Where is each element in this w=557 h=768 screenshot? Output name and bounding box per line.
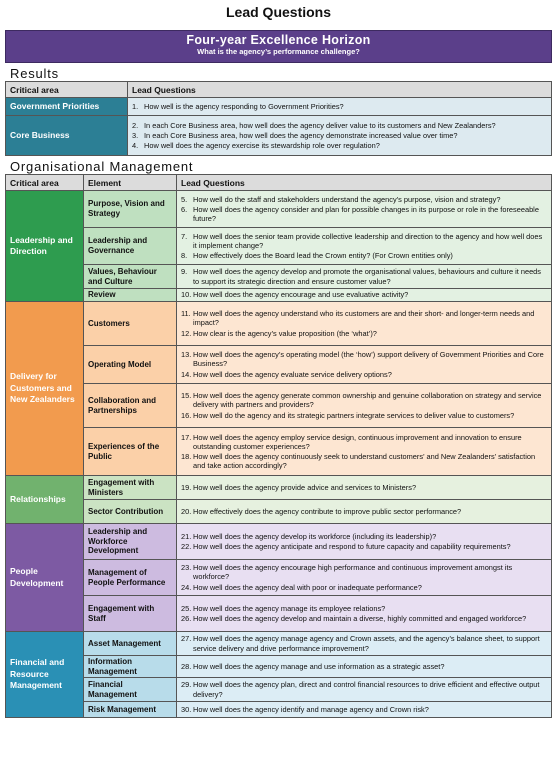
critical-area-cell: Core Business (6, 116, 128, 156)
question-number: 14. (181, 369, 192, 379)
lead-question (181, 705, 547, 714)
element-cell: Collaboration and Partnerships (84, 384, 177, 428)
question-text: How well does the agency identify and manage agency and Crown risk? (193, 704, 429, 714)
results-row (6, 116, 552, 156)
critical-area-cell: Relationships (6, 476, 84, 524)
question-number: 8. (181, 251, 188, 261)
om-col-critical: Critical area (6, 175, 84, 191)
lead-question (181, 205, 547, 223)
question-number: 2. (132, 120, 139, 130)
lead-question (181, 563, 547, 581)
om-row (6, 346, 552, 384)
question-text: How effectively does the Board lead the Crown entity? (For Crown entities only) (193, 251, 453, 261)
questions-cell (177, 678, 552, 702)
element-cell: Experiences of the Public (84, 428, 177, 476)
questions-cell (177, 265, 552, 289)
element-cell: Asset Management (84, 632, 177, 656)
results-table (5, 81, 552, 156)
question-text: How well does the agency develop and maintain a diverse, highly committed and engaged workforce? (193, 614, 527, 623)
element-cell: Leadership and Governance (84, 228, 177, 265)
question-number: 20. (181, 506, 192, 516)
question-text: How well does the agency generate common ownership and genuine collaboration on strategy and service delivery with partners and providers? (193, 391, 542, 410)
om-row (6, 476, 552, 500)
om-col-element: Element (84, 175, 177, 191)
question-number: 16. (181, 410, 192, 420)
question-number: 23. (181, 563, 192, 573)
question-text: How well does the agency consider and plan for possible changes in its purpose or role in the foreseeable future? (193, 204, 539, 224)
om-row (6, 228, 552, 265)
lead-question (181, 662, 547, 671)
question-number: 7. (181, 231, 188, 241)
element-cell: Engagement with Ministers (84, 476, 177, 500)
lead-question (181, 309, 547, 327)
question-text: How clear is the agency’s value proposition (the ‘what’)? (193, 328, 377, 338)
results-col-questions: Lead Questions (128, 82, 552, 98)
lead-question (181, 232, 547, 250)
question-text: How well does the agency anticipate and respond to future capacity and capability requirements? (193, 542, 511, 551)
lead-question (181, 370, 547, 379)
question-text: How well does the agency employ service design, continuous improvement and innovation to ensure outstanding customer experiences? (193, 432, 522, 451)
om-row (6, 560, 552, 596)
question-text: How well does the agency encourage and use evaluative activity? (193, 290, 409, 300)
om-row (6, 428, 552, 476)
question-text: How well does the agency’s operating model (the ‘how’) support delivery of Government Priorities and Core Business? (193, 350, 544, 369)
page-title: Lead Questions (225, 4, 332, 20)
question-number: 21. (181, 531, 192, 541)
element-cell: Customers (84, 302, 177, 346)
om-row (6, 702, 552, 718)
question-number: 25. (181, 603, 192, 613)
questions-cell (128, 98, 552, 116)
banner-title: Four-year Excellence Horizon (186, 33, 371, 47)
lead-question (181, 267, 547, 285)
question-number: 18. (181, 452, 192, 461)
question-text: How well does the agency plan, direct and control financial resources to drive efficient and effective output delivery? (193, 680, 540, 699)
question-text: How well does the agency understand who its customers are and their short- and longer-term needs and impact? (193, 309, 535, 328)
om-row (6, 596, 552, 632)
questions-cell (177, 228, 552, 265)
lead-question (181, 391, 547, 409)
om-heading: Organisational Management (10, 159, 194, 174)
question-text: How well does the agency provide advice and services to Ministers? (193, 482, 417, 492)
question-number: 29. (181, 680, 192, 690)
element-cell: Operating Model (84, 346, 177, 384)
lead-question (181, 195, 547, 204)
questions-cell (177, 476, 552, 500)
questions-cell (177, 560, 552, 596)
questions-cell (177, 656, 552, 678)
lead-question (181, 542, 547, 551)
question-number: 11. (181, 309, 191, 319)
om-col-questions: Lead Questions (177, 175, 552, 191)
om-row (6, 289, 552, 302)
results-heading: Results (10, 66, 59, 81)
horizon-banner (5, 30, 552, 63)
om-row (6, 302, 552, 346)
question-number: 3. (132, 130, 139, 140)
banner-subtitle: What is the agency’s performance challenge? (197, 47, 360, 56)
lead-question (181, 634, 547, 652)
om-row (6, 191, 552, 228)
lead-question (181, 507, 547, 516)
question-number: 27. (181, 634, 192, 644)
question-number: 9. (181, 267, 188, 277)
question-text: In each Core Business area, how well does the agency deliver value to its customers and New Zealanders? (144, 120, 496, 130)
lead-question (181, 483, 547, 492)
question-text: How well does the agency encourage high performance and continuous improvement amongst its workforce? (193, 563, 513, 582)
question-text: How well do the agency and its strategic partners integrate services to deliver value to customers? (193, 410, 515, 420)
questions-cell (177, 632, 552, 656)
questions-cell (177, 596, 552, 632)
om-row (6, 632, 552, 656)
results-row (6, 98, 552, 116)
question-text: How effectively does the agency contribute to improve public sector performance? (193, 506, 462, 516)
question-number: 30. (181, 704, 192, 714)
lead-question (132, 102, 547, 111)
question-number: 4. (132, 141, 139, 151)
element-cell: Values, Behaviour and Culture (84, 265, 177, 289)
element-cell: Sector Contribution (84, 500, 177, 524)
element-cell: Purpose, Vision and Strategy (84, 191, 177, 228)
element-cell: Review (84, 289, 177, 302)
critical-area-cell: Financial and Resource Management (6, 632, 84, 718)
question-text: How well does the agency develop its workforce (including its leadership)? (193, 531, 437, 541)
question-text: How well is the agency responding to Government Priorities? (144, 101, 344, 111)
lead-question (181, 411, 547, 420)
lead-question (181, 583, 547, 592)
element-cell: Risk Management (84, 702, 177, 718)
lead-question (181, 433, 547, 451)
question-text: How well does the agency develop and promote the organisational values, behaviours and culture it needs to support its strategic direction and ensure customer value? (193, 267, 541, 286)
questions-cell (177, 500, 552, 524)
lead-question (181, 614, 547, 623)
question-text: How well does the agency manage its employee relations? (193, 603, 386, 613)
lead-question (132, 131, 547, 140)
om-row (6, 500, 552, 524)
questions-cell (177, 346, 552, 384)
results-col-critical: Critical area (6, 82, 128, 98)
questions-cell (177, 302, 552, 346)
om-table (5, 174, 552, 718)
results-header-row (6, 82, 552, 98)
question-number: 5. (181, 194, 188, 204)
question-text: How well does the agency manage agency and Crown assets, and the agency’s balance sheet, to support service delivery and drive performance improvement? (193, 634, 540, 653)
question-text: How well does the agency evaluate service delivery options? (193, 369, 392, 379)
question-number: 19. (181, 482, 192, 492)
questions-cell (177, 702, 552, 718)
om-row (6, 678, 552, 702)
question-text: How well does the agency manage and use information as a strategic asset? (193, 661, 445, 671)
question-number: 13. (181, 350, 192, 360)
question-text: In each Core Business area, how well does the agency demonstrate increased value over time? (144, 130, 458, 140)
lead-question (132, 121, 547, 130)
lead-question (132, 141, 547, 150)
questions-cell (177, 289, 552, 302)
question-text: How well does the agency exercise its stewardship role over regulation? (144, 141, 380, 151)
question-text: How well does the senior team provide collective leadership and direction to the agency and how well does it implement change? (193, 231, 543, 250)
element-cell: Leadership and Workforce Development (84, 524, 177, 560)
om-row (6, 384, 552, 428)
question-number: 17. (181, 432, 192, 442)
element-cell: Engagement with Staff (84, 596, 177, 632)
question-number: 6. (181, 204, 188, 214)
lead-question (181, 350, 547, 368)
critical-area-cell: Government Priorities (6, 98, 128, 116)
question-text: How well does the agency continuously seek to understand customers’ and New Zealanders’ satisfaction and take action accordingly? (193, 452, 536, 471)
questions-cell (177, 524, 552, 560)
critical-area-cell: Delivery for Customers and New Zealanders (6, 302, 84, 476)
lead-question (181, 452, 547, 470)
question-number: 24. (181, 582, 192, 592)
lead-question (181, 290, 547, 299)
question-number: 10. (181, 290, 192, 300)
question-number: 15. (181, 391, 192, 401)
question-text: How well do the staff and stakeholders understand the agency’s purpose, vision and strategy? (193, 194, 501, 204)
questions-cell (177, 384, 552, 428)
lead-question (181, 251, 547, 260)
om-header-row (6, 175, 552, 191)
critical-area-cell: People Development (6, 524, 84, 632)
question-text: How well does the agency deal with poor or inadequate performance? (193, 582, 422, 592)
lead-question (181, 680, 547, 698)
lead-question (181, 532, 547, 541)
questions-cell (177, 191, 552, 228)
questions-cell (177, 428, 552, 476)
lead-question (181, 329, 547, 338)
om-row (6, 524, 552, 560)
element-cell: Management of People Performance (84, 560, 177, 596)
om-row (6, 656, 552, 678)
question-number: 12. (181, 328, 192, 338)
question-number: 22. (181, 542, 192, 551)
lead-question (181, 604, 547, 613)
question-number: 28. (181, 661, 192, 671)
question-number: 1. (132, 101, 139, 111)
om-row (6, 265, 552, 289)
element-cell: Financial Management (84, 678, 177, 702)
element-cell: Information Management (84, 656, 177, 678)
question-number: 26. (181, 614, 192, 623)
questions-cell (128, 116, 552, 156)
critical-area-cell: Leadership and Direction (6, 191, 84, 302)
